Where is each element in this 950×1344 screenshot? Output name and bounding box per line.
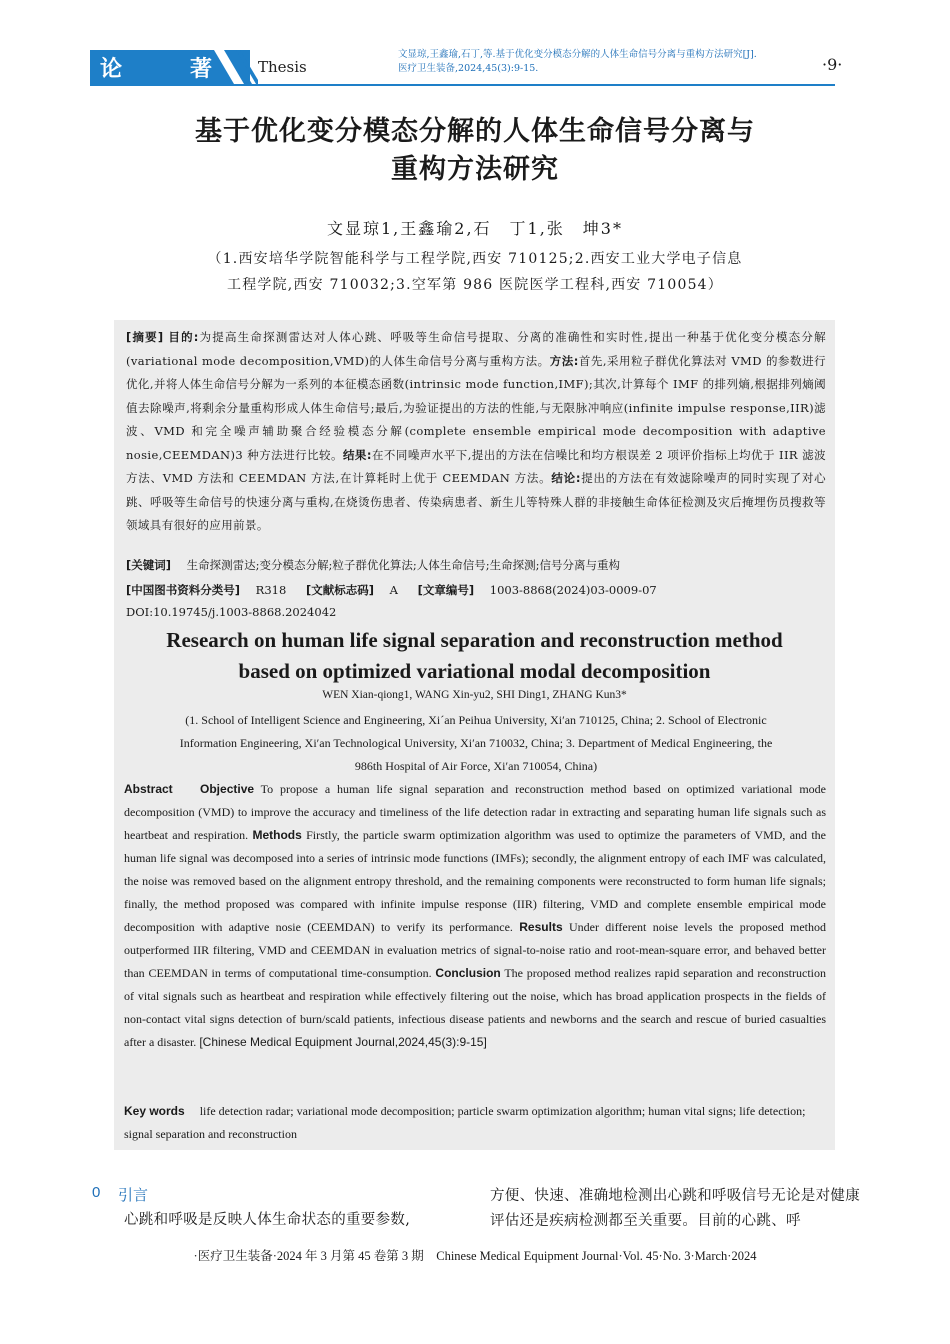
section-title: 引言 [118, 1186, 149, 1204]
conclusion-label-cn: 结论: [551, 471, 581, 485]
keywords-cn [126, 554, 836, 576]
objective-label-cn: 目的: [168, 330, 199, 344]
methods-label-en: Methods [252, 828, 302, 842]
clc-label: [中国图书资料分类号] [126, 583, 241, 597]
conclusion-label-en: Conclusion [435, 966, 501, 980]
column-label-2: 著 [190, 57, 213, 82]
doi: DOI:10.19745/j.1003-8868.2024042 [126, 605, 337, 619]
citation [398, 48, 820, 76]
conclusion-en: The proposed method realizes rapid separation and reconstruction of vital signals such as heartbeat and respiration while effectively filtering out the noise, which has broad application prospects in the fields of non-contact vital signs detection of burn/scald patients, infectious disease patients and newborns and the search and rescue of buried casualties after a disaster. [124, 966, 827, 1049]
title-cn-line-2: 重构方法研究 [391, 154, 559, 185]
affiliation-en [126, 709, 826, 778]
citation-line-2: 医疗卫生装备,2024,45(3):9-15. [398, 63, 539, 74]
results-cn: 在不同噪声水平下,提出的方法在信噪比和均方根误差 2 项评价指标上均优于 IIR 滤波方法、VMD 方法和 CEEMDAN 方法,在计算耗时上优于 CEEMDAN 方法。 [126, 447, 826, 485]
results-label-cn: 结果: [342, 447, 372, 462]
journal-reference: [Chinese Medical Equipment Journal,2024,45(3):9-15] [199, 1035, 487, 1049]
page-number: ·9· [822, 55, 843, 74]
title-en-line-1: Research on human life signal separation and reconstruction method [166, 628, 783, 652]
abstract-en [124, 778, 826, 1054]
page-footer: ·医疗卫生装备·2024 年 3 月第 45 卷第 3 期 Chinese Medical Equipment Journal·Vol. 45·No. 3·March·2024 [193, 1249, 757, 1263]
conclusion-cn: 提出的方法在有效滤除噪声的同时实现了对心跳、呼吸等生命信号的快速分离与重构,在烧烫伤患者、传染病患者、新生儿等特殊人群的非接触生命体征检测及灾后掩埋伤员搜救等领域具有很好的应用前景。 [126, 471, 826, 532]
methods-label-cn: 方法: [549, 353, 579, 368]
abstract-en-label: Abstract [124, 782, 173, 796]
methods-en: Firstly, the particle swarm optimization algorithm was used to optimize the parameters of VMD, and the human life signal was decomposed into a series of intrinsic mode functions (IMFs); secondly, the alignment entropy of each IMF was calculated, the noise was removed based on the alignment entropy threshold, and the remaining components were reconstructed to form human life signals; finally, the method proposed was compared with infinite impulse response (IIR) filtering, VMD and complete ensemble empirical mode decomposition with adaptive nosie (CEEMDAN) to verify its performance. [124, 828, 826, 934]
methods-cn: 首先,采用粒子群优化算法对 VMD 的参数进行优化,并将人体生命信号分解为一系列的本征模态函数(intrinsic mode function,IMF);其次,计算每个 IMF 的排列熵,根据排列熵阈值去除噪声,将剩余分量重构形成人体生命信号;最后,为验证提出的方法的性能,与无限脉冲响应(infinite impulse response,IIR)滤波、VMD 和完全噪声辅助聚合经验模态分解(complete ensemble empirical mode decomposition with adaptive nosie,CEEMDAN)3 种方法进行比较。 [126, 353, 826, 462]
objective-cn: 为提高生命探测雷达对人体心跳、呼吸等生命信号提取、分离的准确性和实时性,提出一种基于优化变分模态分解(variational mode decomposition,VMD)的人体生命信号分离与重构方法。 [126, 330, 826, 368]
keywords-en-value: life detection radar; variational mode decomposition; particle swarm optimization algorithm; human vital signs; life detection; signal separation and reconstruction [124, 1104, 806, 1141]
section-number: 0 [92, 1184, 101, 1201]
column-label: 论 [100, 57, 125, 82]
keywords-en [124, 1100, 826, 1146]
keywords-cn-label: [关键词] [126, 558, 172, 572]
authors-en: WEN Xian-qiong1, WANG Xin-yu2, SHI Ding1, ZHANG Kun3* [322, 689, 627, 701]
affiliation-en-line-2: Information Engineering, Xi′an Technological University, Xi′an 710032, China; 3. Department of Medical Engineering, the [179, 736, 773, 750]
affiliation-en-line-3: 986th Hospital of Air Force, Xi′an 710054, China) [354, 759, 598, 773]
affiliation-en-line-1: (1. School of Intelligent Science and Engineering, Xi´an Peihua University, Xi′an 710125, China; 2. School of Electronic [185, 713, 767, 727]
objective-en: To propose a human life signal separation and reconstruction method based on optimized variational mode decomposition (VMD) to improve the accuracy and timeliness of the life detection radar in extracting and separating human life signals such as heartbeat and respiration. [124, 782, 826, 842]
objective-label-en: Objective [200, 782, 255, 796]
title-cn-line-1: 基于优化变分模态分解的人体生命信号分离与 [195, 116, 755, 147]
affiliation-cn-line-1: （1.西安培华学院智能科学与工程学院,西安 710125;2.西安工业大学电子信息 [207, 251, 743, 267]
title-en-line-2: based on optimized variational modal decomposition [238, 659, 711, 683]
results-en: Under different noise levels the proposed method outperformed IIR filtering, VMD and CEEMDAN in evaluation metrics of signal-to-noise ratio and root-mean-square error, and behaved better than CEEMDAN in terms of computational time-consumption. [124, 920, 827, 980]
doc-code-label: [文献标志码] [305, 583, 374, 597]
header-rule [90, 84, 835, 86]
article-number-value: 1003-8868(2024)03-0009-07 [489, 583, 657, 597]
intro-left-text: 心跳和呼吸是反映人体生命状态的重要参数, [124, 1212, 411, 1228]
column-label-en: Thesis [258, 58, 307, 76]
affiliation-cn-line-2: 工程学院,西安 710032;3.空军第 986 医院医学工程科,西安 710054） [227, 277, 723, 293]
classification-line [126, 579, 836, 601]
results-label-en: Results [519, 920, 563, 934]
column-tag-stripes [214, 50, 258, 84]
clc-value: R318 [255, 583, 287, 597]
doc-code-value: A [389, 583, 398, 597]
abstract-cn [126, 326, 826, 538]
keywords-cn-value: 生命探测雷达;变分模态分解;粒子群优化算法;人体生命信号;生命探测;信号分离与重构 [186, 558, 621, 572]
article-number-label: [文章编号] [417, 583, 475, 597]
keywords-en-label: Key words [124, 1104, 185, 1118]
abstract-cn-label: [摘要] [126, 330, 164, 344]
citation-line-1: 文显琼,王鑫瑜,石丁,等.基于优化变分模态分解的人体生命信号分离与重构方法研究[J]. [398, 49, 757, 60]
intro-right-text: 方便、快速、准确地检测出心跳和呼吸信号无论是对健康评估还是疾病检测都至关重要。目前的心跳、呼 [490, 1188, 860, 1229]
authors-cn: 文显琼1,王鑫瑜2,石 丁1,张 坤3* [327, 219, 623, 238]
